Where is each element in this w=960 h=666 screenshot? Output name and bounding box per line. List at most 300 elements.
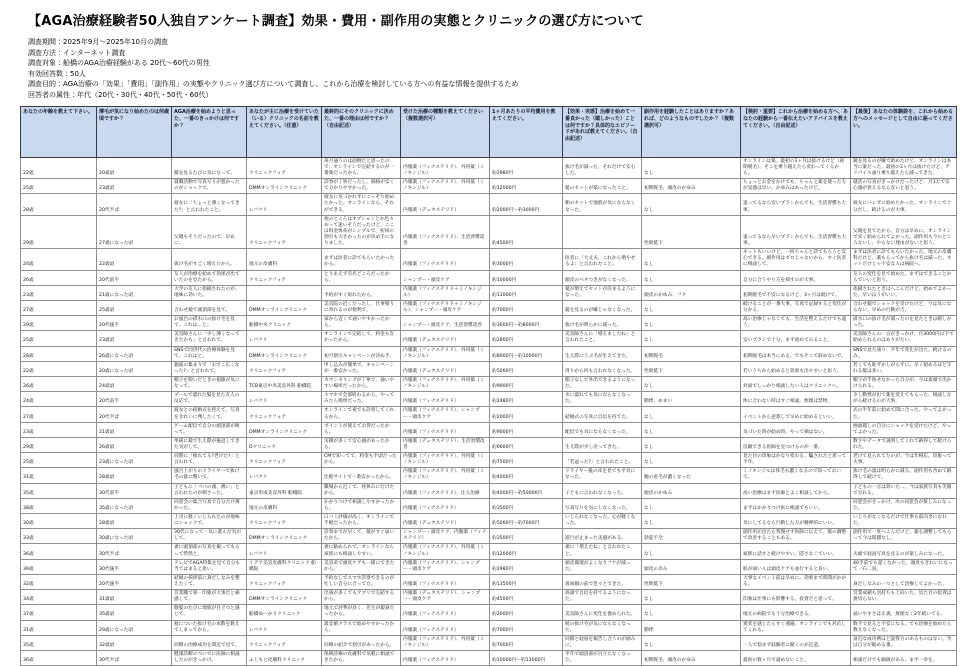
cell-reason: カウンセリングが丁寧で、通いやすい場所だったから。 — [322, 377, 401, 392]
cell-onset: 20代前半 — [97, 392, 172, 407]
survey-report-page — [0, 10, 960, 664]
meta-line-count: 有効回答数：50人 — [28, 69, 86, 78]
cell-message: 40手前でも遅くなかった。頭皮もきれいになって一石二鳥。 — [851, 559, 957, 574]
cell-clinic: DMMオンラインクリニック — [247, 300, 322, 315]
cell-message: 美容師さんの一言がきっかけ。月3000円以下で始められるのはありがたい。 — [851, 331, 957, 346]
cell-treatment: 内服薬（フィナステリド） — [401, 498, 490, 513]
cell-cost: 約2000円～約3000円 — [490, 194, 563, 215]
cell-onset: 24歳頃 — [97, 377, 172, 392]
cell-effect — [563, 215, 642, 249]
cell-effect: 配信でも気にならなくなった。 — [563, 422, 642, 437]
cell-side-effect: なし — [642, 249, 741, 270]
cell-trigger: SNSで同世代の治療体験を見て、これはと。 — [172, 346, 247, 361]
cell-advice: 迷ってるなら安いプランからでも。生活習慣も大事。 — [741, 194, 851, 215]
table-row — [21, 468, 957, 483]
cell-advice: 気づいた時が始め時。やって損はない。 — [741, 422, 851, 437]
cell-treatment: 内服薬（フィナステリド）、外用薬（ミノキシジル） — [401, 179, 490, 194]
cell-advice: 初期脱毛は本当にある。でもそこで辞めないで。 — [741, 346, 851, 361]
table-row — [21, 590, 957, 605]
cell-advice: 肌が弱い人は頭皮ケアも並行すると良い。 — [741, 559, 851, 574]
cell-clinic: 地元の皮膚科 — [247, 498, 322, 513]
cell-clinic: 船橋中央クリニック — [247, 316, 322, 331]
table-row — [21, 392, 957, 407]
cell-clinic: クリニックフォア — [247, 574, 322, 589]
cell-onset: 20歳頃 — [97, 157, 172, 178]
cell-treatment: 内服薬（フィナステリド）、外用薬（ミノキシジル） — [401, 544, 490, 559]
cell-message: 帽子が手放せなかった自分が、今は素頭で出かけられる。 — [851, 377, 957, 392]
table-row — [21, 157, 957, 178]
cell-cost: 約2480円 — [490, 392, 563, 407]
cell-advice: 信頼できる医師を見つけるのが一番。 — [741, 437, 851, 452]
cell-clinic — [247, 285, 322, 300]
cell-treatment: 内服薬（フィナステリド） — [401, 650, 490, 665]
cell-side-effect: なし — [642, 194, 741, 215]
cell-treatment: 内服薬（フィナステリド）、外用薬（ミノキシジル） — [401, 635, 490, 650]
cell-trigger: 帽子を脱いだときの視線が気になって。 — [172, 377, 247, 392]
cell-cost: 約3500円 — [490, 498, 563, 513]
cell-age: 27歳 — [21, 407, 97, 422]
cell-message: 通いやすさは正義。無理なく2年続いてる。 — [851, 605, 957, 620]
page-title: 【AGA治療経験者50人独自アンケート調査】効果・費用・副作用の実態とクリニックの選び方について — [28, 14, 644, 29]
cell-side-effect: 性欲低下 — [642, 215, 741, 249]
cell-treatment: 内服薬（フィナステリド）、外用薬（ミノキシジル） — [401, 468, 490, 483]
cell-trigger: 就職活動で写真写りが悪かったのがショックで。 — [172, 179, 247, 194]
table-row — [21, 574, 957, 589]
cell-treatment: 内服薬（フィナステリド） — [401, 620, 490, 635]
cell-onset: 26歳頃 — [97, 437, 172, 452]
cell-clinic: レバクリ — [247, 620, 322, 635]
cell-advice: オンラインは楽。最初の3ヶ月は抜けるけど（初期脱毛）、そこを乗り越えたら変わってくるから。 — [741, 157, 851, 178]
cell-advice: 大事なイベント前は早めに。効果まで時間がかかる。 — [741, 574, 851, 589]
table-row — [21, 179, 957, 194]
cell-advice: 対面でしっかり相談したい人はクリニックへ。 — [741, 377, 851, 392]
cell-trigger: 彼女に「ちょっと薄くなってきた?」と言われたこと。 — [172, 194, 247, 215]
cell-age: 23歳 — [21, 422, 97, 437]
cell-reason: 初月割引キャンペーンが決め手。 — [322, 346, 401, 361]
cell-message: 指摘されたときはへこんだけど、始めてよかった。早いほうがいい。 — [851, 285, 957, 300]
cell-cost: 約4500円 — [490, 215, 563, 249]
cell-reason: 保険診療の皮膚科で気軽に相談できたから。 — [322, 650, 401, 665]
cell-cost: 約10000円 — [490, 270, 563, 285]
cell-trigger: お風呂の排水口の抜け毛を見て、これは…と。 — [172, 316, 247, 331]
cell-trigger: 妻に頭頂部の写真を撮ってもらって愕然と。 — [172, 544, 247, 559]
cell-advice: イベントから逆算して早めに始めるといい。 — [741, 407, 851, 422]
table-row — [21, 498, 957, 513]
cell-trigger: 同期に「疲れてる?老けた?」と言われて。 — [172, 453, 247, 468]
cell-message: 友人の変化を見て始めた。まずはできることからでいいと思う。 — [851, 270, 957, 285]
table-row — [21, 316, 957, 331]
cell-onset: 21歳頃 — [97, 422, 172, 437]
cell-trigger: プールで濡れた髪を見た友人の反応で。 — [172, 392, 247, 407]
cell-onset: 28歳頃 — [97, 468, 172, 483]
cell-onset: 30代半ば — [97, 544, 172, 559]
cell-side-effect: 勃起不全 — [642, 529, 741, 544]
cell-onset: 20代前半 — [97, 270, 172, 285]
cell-effect: 鏡を見るのが嫌じゃなくなった。 — [563, 300, 642, 315]
cell-effect: 帽子なしで外出できるようになった。 — [563, 377, 642, 392]
cell-treatment: 内服薬（デュタステリド） — [401, 361, 490, 376]
cell-trigger: 抜け毛がすごく増えたから。 — [172, 249, 247, 270]
cell-clinic: レバクリ — [247, 468, 322, 483]
table-row — [21, 650, 957, 665]
survey-table-header — [21, 107, 957, 158]
cell-onset: 23歳頃 — [97, 179, 172, 194]
cell-effect: 水に濡れても気にならなくなった。 — [563, 392, 642, 407]
cell-effect: 枕の抜け毛が気にならなくなった。 — [563, 620, 642, 635]
cell-side-effect: 頭皮のかゆみ、フケ — [642, 285, 741, 300]
cell-age: 29歳 — [21, 316, 97, 331]
cell-trigger: テレビでAGA特集を見て自分も当てはまると思い。 — [172, 559, 247, 574]
cell-clinic: イデア美容皮膚科クリニック 船橋院 — [247, 559, 322, 574]
cell-advice: 異変を感じたらすぐ連絡。オンラインでも対応してくれる。 — [741, 620, 851, 635]
cell-onset: 20歳になった頃 — [97, 361, 172, 376]
table-row — [21, 559, 957, 574]
table-row — [21, 635, 957, 650]
cell-reason: ポイントが使えてお得だったから。 — [322, 422, 401, 437]
table-row — [21, 422, 957, 437]
cell-reason: 予約なしでスマホ診察できるのが忙しい自分に合ってた。 — [322, 574, 401, 589]
cell-cost: 約2980円 — [490, 559, 563, 574]
cell-clinic: DMMオンラインクリニック — [247, 590, 322, 605]
cell-cost: 約11000円 — [490, 285, 563, 300]
cell-advice: 初期脱毛で不安になるけど、3ヶ月は続けて。 — [741, 285, 851, 300]
cell-age: 22歳 — [21, 157, 97, 178]
cell-treatment: 内服薬（デュタステリド）、シャンプー・頭皮ケア — [401, 590, 490, 605]
cell-trigger: 単純に鏡で生え際が後退してきた気がして。 — [172, 437, 247, 452]
cell-message: 父親を見てたから、自分は早めに。オンラインで安く始められてよかった。副作用も今のところないし、やらない理由がないと思う。 — [851, 215, 957, 249]
survey-table — [20, 106, 957, 666]
cell-trigger: 美容師さんに「少し薄くなってきたかも」と言われて。 — [172, 331, 247, 346]
cell-onset: 30代後半 — [97, 559, 172, 574]
header-row — [21, 107, 957, 158]
cell-advice: 若いうちから始めると効果も出やすいと思う。 — [741, 361, 851, 376]
column-header-treatment: 受けた治療の種類を教えてください（複数選択可） — [401, 107, 490, 158]
cell-side-effect: なし — [642, 422, 741, 437]
cell-message: 数字で見ると不安になる。でも治療を始めたら数えなくなった。 — [851, 620, 957, 635]
cell-message: 相談だけでも価値がある。まず一歩を。 — [851, 650, 957, 665]
cell-trigger: 同僚の治療成功を間近で見て。 — [172, 635, 247, 650]
cell-reason: まずは医者に診てもらいたかったから。 — [322, 249, 401, 270]
cell-cost: 約2000円 — [490, 605, 563, 620]
cell-treatment: 内服薬（フィナステリド）、外用薬（ミノキシジル） — [401, 157, 490, 178]
cell-reason: とりあえず有名どころだったから。 — [322, 270, 401, 285]
cell-message: 鏡を見るのが嫌で始めたけど、オンラインは本当に楽だった。最初の3ヶ月は抜けたけど、アドバイス通り乗り越えたら減ってきた。 — [851, 157, 957, 178]
cell-cost: 約3000円～約8000円 — [490, 316, 563, 331]
cell-cost: 約2800円 — [490, 331, 563, 346]
cell-cost: 約7000円 — [490, 300, 563, 315]
cell-advice: 体に合わない時はすぐ相談。無理は禁物。 — [741, 392, 851, 407]
cell-reason: 毎月通うのは面倒だと思ったので、オンラインで完結するのが一番楽だったから。 — [322, 157, 401, 178]
table-row — [21, 453, 957, 468]
cell-reason: 実績が多くて安心感があったから。 — [322, 437, 401, 452]
cell-age: 26歳 — [21, 377, 97, 392]
meta-line-purpose: 調査目的：AGA治療の「効果」「費用」「副作用」の実態やクリニック選び方について調査し、これから治療を検討している方への有益な情報を提供するため — [28, 80, 519, 88]
cell-cost: 約7000円 — [490, 635, 563, 650]
cell-trigger: 親戚の集まりで「おでこ広くなった?」と言われて。 — [172, 361, 247, 376]
meta-line-attr: 回答者の属性：年代（20代・30代・40代・50代・60代） — [28, 90, 213, 99]
cell-effect: 同僚と経過を報告し合うのが励みに。 — [563, 635, 642, 650]
cell-message: 就活の写真がきっかけだったけど、月1万で安心感が買えるなら安いと思う。 — [851, 179, 957, 194]
cell-message: 身だしなみの一つとして治療してよかった。 — [851, 574, 957, 589]
table-row — [21, 437, 957, 452]
cell-reason: 他のところはオプションとか色々あって迷いそうだったけど、ここは料金体系がシンプルで、初回の割引も大きかったのが決め手になりました。 — [322, 215, 401, 249]
cell-reason: 予約がすぐ取れたから。 — [322, 285, 401, 300]
column-header-trigger: AGA治療を始めようと思った、一番のきっかけは何ですか？ — [172, 107, 247, 158]
cell-reason: 家から近くて通いやすかったから。 — [322, 316, 401, 331]
cell-side-effect: 頭皮の赤み — [642, 559, 741, 574]
cell-treatment: 内服薬（デュタステリド） — [401, 331, 490, 346]
cell-onset: 28歳頃 — [97, 514, 172, 529]
cell-message: 営業成績も気持ちも上向いた。見た目の投資は裏切らない。 — [851, 590, 957, 605]
cell-trigger: 健康診断のついでに医師に相談したのがきっかけ。 — [172, 650, 247, 665]
cell-message: 若くても恥ずかしがらずに。早く始めるほど守れる髪は多い。 — [851, 361, 957, 376]
cell-side-effect: なし — [642, 605, 741, 620]
cell-cost: 約4000円～約50000円 — [490, 483, 563, 498]
cell-advice: 印象は仕事にも影響する。投資だと思って。 — [741, 590, 851, 605]
cell-advice: 最初の数ヶ月で諦めないこと。 — [741, 650, 851, 665]
cell-side-effect: 性欲低下 — [642, 574, 741, 589]
cell-age: 30歳 — [21, 514, 97, 529]
cell-effect: 医者に「大丈夫、これから増やせるよ」と言われたこと。 — [563, 249, 642, 270]
cell-side-effect: 動悸、めまい — [642, 392, 741, 407]
cell-advice: ミノキシジルは体毛も濃くなるので知っておいて。 — [741, 468, 851, 483]
cell-cost: 約7000円 — [490, 620, 563, 635]
cell-clinic: 地元の皮膚科 — [247, 249, 322, 270]
cell-onset: 23歳頃 — [97, 331, 172, 346]
cell-onset: 30代前半 — [97, 483, 172, 498]
cell-treatment: 内服薬（デュタステリド）、生活習慣改善 — [401, 437, 490, 452]
cell-side-effect: なし — [642, 453, 741, 468]
cell-onset: 25歳頃 — [97, 300, 172, 315]
cell-clinic: レバクリ — [247, 392, 322, 407]
cell-age: 36歳 — [21, 650, 97, 665]
cell-trigger: 同窓会の集合写真で自分だけ薄かった。 — [172, 498, 247, 513]
cell-cost: 約12000円 — [490, 544, 563, 559]
cell-advice: 気にしてるなら行動した方が精神的にいい。 — [741, 514, 851, 529]
cell-clinic: DMMオンラインクリニック — [247, 529, 322, 544]
cell-advice: 一人で悩まず経験者に聞くのが近道。 — [741, 635, 851, 650]
cell-age: 28歳 — [21, 346, 97, 361]
cell-message: 同窓会がきっかけ。次の同窓会が楽しみになった。 — [851, 498, 957, 513]
cell-trigger: 結婚の挨拶前に身だしなみを整えたくて。 — [172, 574, 247, 589]
cell-clinic: クリニックフォア — [247, 157, 322, 178]
cell-side-effect: 初期脱毛、頭皮のかゆみ — [642, 179, 741, 194]
cell-advice: 家族に話すと続けやすい。隠さなくていい。 — [741, 544, 851, 559]
cell-trigger: 上司に軽くいじられたのが地味にショックで。 — [172, 514, 247, 529]
cell-onset: 26歳になった頃 — [97, 346, 172, 361]
table-row — [21, 544, 957, 559]
cell-clinic: DMMオンラインクリニック — [247, 346, 322, 361]
cell-message: 式の半年前に始めて間に合った。やってよかった。 — [851, 407, 957, 422]
cell-message: 夫婦で経過写真を見るのが楽しみになった。 — [851, 544, 957, 559]
cell-age: 25歳 — [21, 453, 97, 468]
cell-trigger: ゲーム配信で自分の頭頂部が映って。 — [172, 422, 247, 437]
cell-age: 25歳 — [21, 179, 97, 194]
cell-trigger: 散髪のたびに地肌が目立つと感じて。 — [172, 605, 247, 620]
cell-clinic: クリニックフォア — [247, 635, 322, 650]
cell-message: 副作用で一度へこんだけど、薬を調整してもらって今は問題なし。 — [851, 529, 957, 544]
cell-effect: 美容師さんに変化を褒められた。 — [563, 605, 642, 620]
cell-onset: 32歳頃 — [97, 635, 172, 650]
cell-advice: まずはかかりつけ医に相談でもいい。 — [741, 498, 851, 513]
cell-side-effect: なし — [642, 316, 741, 331]
cell-side-effect: なし — [642, 157, 741, 178]
table-row — [21, 529, 957, 544]
cell-trigger: 枕についた抜け毛の本数を数えてしまってから。 — [172, 620, 247, 635]
cell-clinic: レバクリ — [247, 194, 322, 215]
cell-side-effect: なし — [642, 544, 741, 559]
cell-age: 31歳 — [21, 468, 97, 483]
column-header-side-effect: 副作用を経験したことはありますか？あれば、どのようなものでしたか？（複数選択可） — [642, 107, 741, 158]
cell-message: 老けて見られてたのが、今は年相応。印象って大事。 — [851, 453, 957, 468]
cell-trigger: 父親もそうだったので、早めに。 — [172, 215, 247, 249]
cell-cost: 約2000円 — [490, 407, 563, 422]
cell-reason: 最安値クラスで始めやすかったから。 — [322, 620, 401, 635]
cell-clinic: ふじもと皮膚科クリニック — [247, 650, 322, 665]
cell-age: 35歳 — [21, 483, 97, 498]
cell-effect: 商談で自信を持てるようになった。 — [563, 590, 642, 605]
column-header-effect: 【効果・実感】治療を始めて一番良かった（嬉しかった）ことは何ですか？具体的なエピソードがあれば教えてください。（自由記述） — [563, 107, 642, 158]
cell-clinic: クリニックフォア — [247, 361, 322, 376]
cell-clinic: クリニックフォア — [247, 270, 322, 285]
cell-onset: 21歳になった頃 — [97, 285, 172, 300]
cell-trigger: 風呂上がりのドライヤーで抜け毛の量に驚いて。 — [172, 468, 247, 483]
cell-treatment: 内服薬（フィナステリド）、注入治療 — [401, 483, 490, 498]
cell-clinic: DMMオンラインクリニック — [247, 422, 322, 437]
cell-cost: 約9000円 — [490, 377, 563, 392]
cell-onset: 23歳になった頃 — [97, 453, 172, 468]
cell-advice: 迷ってるなら早いプランからでも。生活習慣も大事。 — [741, 215, 851, 249]
cell-effect: 頭皮環境がよくなりフケが減った。 — [563, 559, 642, 574]
cell-trigger: 営業職で第一印象が大事だと痛感して。 — [172, 590, 247, 605]
table-row — [21, 605, 957, 620]
cell-clinic: レバクリ — [247, 544, 322, 559]
meta-line-period: 調査期間：2025年9月～2025年10月の調査 — [28, 38, 168, 46]
cell-effect: 子どもに言われなくなった。 — [563, 483, 642, 498]
cell-message: 合わせ鏡でショックを受けたけど、今は気にならない。早めの行動が吉。 — [851, 300, 957, 315]
column-header-reason: 最終的にそのクリニックに決めた、一番の理由は何ですか？（自由記述） — [322, 107, 401, 158]
cell-side-effect: 腕の産毛が濃くなった — [642, 468, 741, 483]
cell-age: 29歳 — [21, 437, 97, 452]
survey-table-body — [21, 157, 957, 665]
cell-onset: 29歳になった頃 — [97, 620, 172, 635]
cell-age: 38歳 — [21, 498, 97, 513]
cell-clinic: 船橋ゆーかりクリニック — [247, 605, 322, 620]
cell-effect: ドライヤー後の床を見ても平気になった。 — [563, 468, 642, 483]
cell-age: 34歳 — [21, 590, 97, 605]
cell-advice: 高い治療じゃなくても、生活を整えるだけでも違う。 — [741, 316, 851, 331]
table-row — [21, 215, 957, 249]
cell-treatment: シャンプー・頭皮ケア、内服薬（フィナステリド） — [401, 529, 490, 544]
table-row — [21, 361, 957, 376]
cell-reason: 診察が丁寧だったし、価格が安くて分かりやすかった。 — [322, 179, 401, 194]
cell-onset: 20代後半 — [97, 316, 172, 331]
cell-reason: 口コミ評価が高く、オンラインで手軽だったから。 — [322, 514, 401, 529]
cell-reason: 職場から近くて、昼休みに行けたから。 — [322, 483, 401, 498]
cell-age: 33歳 — [21, 529, 97, 544]
cell-advice: 見た目の印象はかなり変わる。騙されたと思って半年。 — [741, 453, 851, 468]
cell-cost: 約2980円 — [490, 157, 563, 178]
cell-reason: オンラインで夜でも診察してくれるから。 — [322, 407, 401, 422]
cell-message: まずは医者に診てもらいたかった。地元の皮膚科だけど、薬もらってから抜け毛は減った。ネットだけじゃ不安な人は病院へ。 — [851, 249, 957, 270]
cell-treatment: 内服薬（フィナステリド） — [401, 574, 490, 589]
cell-clinic: クリニックフォア — [247, 453, 322, 468]
cell-side-effect: なし — [642, 437, 741, 452]
cell-age: 39歳 — [21, 559, 97, 574]
column-header-onset: 薄毛が気になり始めたのは何歳頃ですか？ — [97, 107, 172, 158]
cell-message: 数字やデータで説明してくれて納得して続けられた。 — [851, 437, 957, 452]
cell-reason: 申し込みが簡単で、キャンペーンが一番安かった。 — [322, 361, 401, 376]
table-row — [21, 285, 957, 300]
cell-reason: 比較サイトで一番安かったから。 — [322, 468, 401, 483]
cell-age: 22歳 — [21, 361, 97, 376]
table-row — [21, 249, 957, 270]
cell-reason: 美容院の近くだったし、仕事帰りに寄れるのが便利で。 — [322, 300, 401, 315]
cell-age: 29歳 — [21, 215, 97, 249]
cell-age: 27歳 — [21, 300, 97, 315]
cell-cost: 約3500円 — [490, 529, 563, 544]
cell-cost: 約7500円 — [490, 453, 563, 468]
cell-effect: 結婚式の写真に自信を持てた。 — [563, 407, 642, 422]
cell-cost: 約5000円～約7000円 — [490, 514, 563, 529]
table-row — [21, 377, 957, 392]
cell-advice: 副作用が出たら我慢せず医師に伝えて。薬の調整で改善することもある。 — [741, 529, 851, 544]
cell-message: 抜け毛の量は明らかに減る。副作用も含めて納得して続けて。 — [851, 468, 957, 483]
cell-treatment: 内服薬（フィナステリド）、シャンプー・頭皮ケア — [401, 559, 490, 574]
cell-reason: 妻に勧められて。オンラインなら家族にも相談しやすい。 — [322, 544, 401, 559]
cell-clinic: TCB東京中央美容外科 船橋院 — [247, 377, 322, 392]
cell-age: 23歳 — [21, 285, 97, 300]
cell-side-effect: なし — [642, 635, 741, 650]
table-row — [21, 407, 957, 422]
table-row — [21, 346, 957, 361]
cell-side-effect: なし — [642, 331, 741, 346]
cell-treatment: 内服薬（フィナステリド） — [401, 422, 490, 437]
cell-trigger: 彼女との結婚式を控えて、写真をきれいに残したくて。 — [172, 407, 247, 422]
meta-line-method: 調査方法：インターネット調査 — [28, 48, 126, 57]
cell-cost: 約8000円～約10000円 — [490, 346, 563, 361]
table-row — [21, 514, 957, 529]
cell-treatment: 内服薬（フィナステリド） — [401, 605, 490, 620]
cell-effect: 写真写りを気にしなくなった。 — [563, 498, 642, 513]
cell-treatment: 内服薬（デュタステリド） — [401, 514, 490, 529]
cell-age: 37歳 — [21, 605, 97, 620]
column-header-age: あなたの年齢を教えて下さい。 — [21, 107, 97, 158]
cell-effect: 妻に「増えたね」と言われたこと。 — [563, 544, 642, 559]
cell-clinic: DMMオンラインクリニック — [247, 179, 322, 194]
cell-age: 25歳 — [21, 331, 97, 346]
cell-cost: 約10000円～約13000円 — [490, 650, 563, 665]
cell-onset: 35歳頃 — [97, 605, 172, 620]
cell-message: 画面越しの自分にショックを受けたけど、やってよかった。 — [851, 422, 957, 437]
cell-onset: 20代半ば — [97, 194, 172, 215]
cell-effect: いじられなくなった。心が軽くなった。 — [563, 514, 642, 529]
cell-advice: ちょっとお金をかけても、ちゃんと薬を使った方が実感は早い。かゆみはあったけど。 — [741, 179, 851, 194]
cell-message: 身近な成功例ほど説得力のあるものはない。次は自分が勧める番。 — [851, 635, 957, 650]
table-row — [21, 483, 957, 498]
cell-effect: 抜け毛が明らかに減った。 — [563, 316, 642, 331]
meta-line-target: 調査対象：船橋のAGA治療経験がある 20代～60代の男性 — [28, 59, 210, 67]
cell-trigger: 鏡を見るたびに気になって。 — [172, 157, 247, 178]
cell-effect: 半年で頭頂部が目立たなくなった。 — [563, 650, 642, 665]
cell-side-effect: なし — [642, 377, 741, 392]
cell-trigger: 子どもに「パパの頭、薄い」と言われたのが刺さった。 — [172, 483, 247, 498]
cell-cost: 約9000円 — [490, 422, 563, 437]
cell-onset: 27歳になった頃 — [97, 215, 172, 249]
cell-side-effect: なし — [642, 270, 741, 285]
cell-clinic: クリニックフォア — [247, 514, 322, 529]
cell-message: 彼女にバレずに始めたかった。オンラインで十分だし、続けるのが大事。 — [851, 194, 957, 215]
